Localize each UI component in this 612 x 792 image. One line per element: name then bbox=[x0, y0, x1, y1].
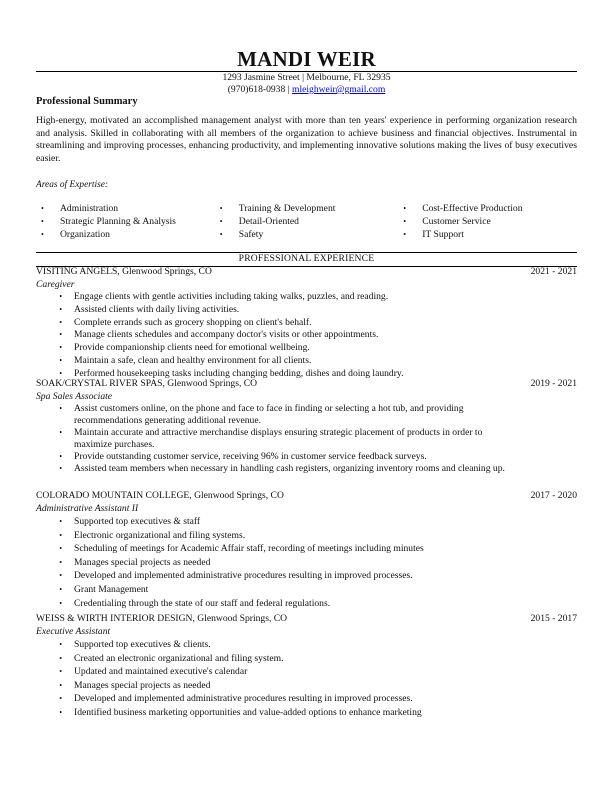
expertise-item: • IT Support bbox=[398, 229, 577, 242]
job-dates: 2015 - 2017 bbox=[530, 613, 577, 624]
bullet-icon: • bbox=[59, 530, 62, 540]
bullet-icon: • bbox=[59, 317, 62, 327]
job-bullet: • Grant Management bbox=[36, 583, 577, 597]
bullet-icon: • bbox=[59, 544, 62, 554]
bullet-icon: • bbox=[59, 464, 62, 473]
job-location: , Glenwood Springs, CO bbox=[117, 266, 212, 277]
bullet-icon: • bbox=[59, 598, 62, 608]
job-bullet: • Assisted clients with daily living activities. bbox=[36, 304, 577, 317]
bullet-icon: • bbox=[403, 204, 407, 213]
bullet-icon: • bbox=[59, 517, 62, 526]
expertise-item: • Cost-Effective Production bbox=[398, 203, 577, 216]
job-entry bbox=[36, 490, 577, 610]
job-bullet: • Developed and implemented administrative procedures resulting in improved processes. bbox=[36, 569, 577, 583]
expertise-column bbox=[398, 203, 577, 241]
bullet-icon: • bbox=[41, 216, 44, 226]
job-entry bbox=[36, 378, 577, 475]
job-title: Spa Sales Associate bbox=[36, 390, 113, 402]
expertise-label: Areas of Expertise: bbox=[36, 180, 109, 190]
expertise-item: • Safety bbox=[215, 229, 398, 242]
job-entry bbox=[36, 613, 577, 720]
job-bullet: • Provide companionship clients need for emotional wellbeing. bbox=[36, 342, 577, 355]
job-entry bbox=[36, 266, 577, 381]
expertise-item: • Training & Development bbox=[215, 203, 398, 216]
bullet-icon: • bbox=[59, 368, 62, 378]
job-bullet: • Electronic organizational and filing systems. bbox=[36, 529, 577, 543]
job-bullets bbox=[36, 403, 516, 475]
job-bullet: • Performed housekeeping tasks including changing bedding, dishes and doing laundry. bbox=[36, 368, 577, 381]
job-bullet: • Engage clients with gentle activities including taking walks, puzzles, and reading. bbox=[36, 291, 577, 304]
job-bullet: • Scheduling of meetings for Academic Affair staff, recording of meetings including minutes bbox=[36, 542, 577, 556]
company-name: VISITING ANGELS bbox=[36, 266, 118, 277]
job-dates: 2017 - 2020 bbox=[530, 490, 577, 501]
expertise-item: • Customer Service bbox=[398, 216, 577, 229]
company-name: WEISS & WIRTH INTERIOR DESIGN bbox=[36, 613, 193, 624]
email-link[interactable]: mleighweir@gmail.com bbox=[291, 84, 386, 95]
job-dates: 2019 - 2021 bbox=[530, 378, 577, 389]
bullet-icon: • bbox=[219, 229, 223, 239]
bullet-icon: • bbox=[59, 694, 62, 704]
bullet-icon: • bbox=[59, 330, 62, 340]
bullet-icon: • bbox=[59, 640, 62, 649]
job-title: Administrative Assistant II bbox=[36, 502, 139, 514]
job-bullets bbox=[36, 515, 577, 610]
bullet-icon: • bbox=[59, 584, 62, 594]
bullet-icon: • bbox=[403, 216, 407, 226]
bullet-icon: • bbox=[59, 707, 62, 717]
job-bullet: • Assisted team members when necessary in handling cash registers, organizing inventory rooms and cleaning up. bbox=[36, 463, 516, 475]
experience-heading: PROFESSIONAL EXPERIENCE bbox=[238, 253, 375, 264]
job-bullet: • Manages special projects as needed bbox=[36, 679, 577, 693]
job-location: , Glenwood Springs, CO bbox=[192, 613, 288, 624]
job-bullet: • Maintain a safe, clean and healthy environment for all clients. bbox=[36, 355, 577, 368]
expertise-column bbox=[215, 203, 398, 241]
address-line: 1293 Jasmine Street | Melbourne, FL 32935 bbox=[222, 72, 391, 83]
bullet-icon: • bbox=[59, 304, 62, 314]
job-location: , Glenwood Springs, CO bbox=[189, 490, 284, 501]
job-location: , Glenwood Springs, CO bbox=[162, 378, 258, 389]
expertise-item: • Administration bbox=[36, 203, 215, 216]
job-bullet: • Updated and maintained executive's calendar bbox=[36, 665, 577, 679]
bullet-icon: • bbox=[41, 204, 44, 213]
bullet-icon: • bbox=[403, 229, 407, 239]
summary-text: High-energy, motivated an accomplished management analyst with more than ten years' experience in performing organization research and analysis. Skilled in collaborating with all members of the organization to achieve business and financial objectives. Instrumental in streamlining and improving processes, enhancing productivity, and implementing innovative solutions making the lives of busy executives easier. bbox=[36, 115, 577, 164]
job-bullet: • Supported top executives & clients. bbox=[36, 638, 577, 652]
job-bullet: • Provide outstanding customer service, receiving 96% in customer service feedback surveys. bbox=[36, 451, 516, 463]
bullet-icon: • bbox=[59, 557, 62, 567]
job-bullet: • Maintain accurate and attractive merchandise displays ensuring strategic placement of products in order to maximize purchases. bbox=[36, 427, 516, 451]
job-bullet: • Created an electronic organizational and filing system. bbox=[36, 652, 577, 666]
job-header bbox=[36, 490, 577, 503]
job-bullet: • Identified business marketing opportunities and value-added options to enhance marketing bbox=[36, 706, 577, 720]
job-bullet: • Complete errands such as grocery shopping on client's behalf. bbox=[36, 317, 577, 330]
job-header bbox=[36, 378, 577, 391]
job-bullet: • Assist customers online, on the phone and face to face in finding or selecting a hot tub, and providing recommendations generating additional revenue. bbox=[36, 403, 516, 427]
job-dates: 2021 - 2021 bbox=[530, 266, 577, 277]
job-bullet: • Supported top executives & staff bbox=[36, 515, 577, 529]
bullet-icon: • bbox=[59, 355, 62, 365]
job-bullets bbox=[36, 291, 577, 381]
bullet-icon: • bbox=[219, 216, 223, 226]
bullet-icon: • bbox=[59, 404, 62, 413]
company-name: COLORADO MOUNTAIN COLLEGE bbox=[36, 490, 190, 501]
job-bullet: • Manages special projects as needed bbox=[36, 556, 577, 570]
expertise-item: • Organization bbox=[36, 229, 215, 242]
job-header bbox=[36, 266, 577, 279]
job-title: Caregiver bbox=[36, 278, 75, 290]
expertise-column bbox=[36, 203, 215, 241]
job-title: Executive Assistant bbox=[36, 625, 111, 637]
job-header bbox=[36, 613, 577, 626]
bullet-icon: • bbox=[59, 680, 62, 690]
contact-line bbox=[36, 84, 577, 96]
bullet-icon: • bbox=[59, 653, 62, 663]
bullet-icon: • bbox=[59, 667, 62, 677]
job-bullet: • Manage clients schedules and accompany doctor's visits or other appointments. bbox=[36, 329, 577, 342]
expertise-item: • Detail-Oriented bbox=[215, 216, 398, 229]
bullet-icon: • bbox=[41, 229, 44, 239]
bullet-icon: • bbox=[59, 343, 62, 353]
bullet-icon: • bbox=[59, 452, 62, 461]
summary-heading: Professional Summary bbox=[36, 96, 138, 107]
bullet-icon: • bbox=[59, 571, 62, 581]
job-bullet: • Developed and implemented administrative procedures resulting in improved processes. bbox=[36, 692, 577, 706]
bullet-icon: • bbox=[219, 204, 223, 213]
job-bullet: • Credentialing through the state of our staff and federal regulations. bbox=[36, 597, 577, 611]
job-bullets bbox=[36, 638, 577, 720]
expertise-list bbox=[36, 203, 577, 241]
bullet-icon: • bbox=[59, 428, 62, 437]
company-name: SOAK/CRYSTAL RIVER SPAS bbox=[36, 378, 163, 389]
candidate-name: MANDI WEIR bbox=[237, 47, 376, 71]
phone-number: (970)618-0938 | bbox=[227, 84, 292, 95]
bullet-icon: • bbox=[59, 292, 62, 301]
expertise-item: • Strategic Planning & Analysis bbox=[36, 216, 215, 229]
